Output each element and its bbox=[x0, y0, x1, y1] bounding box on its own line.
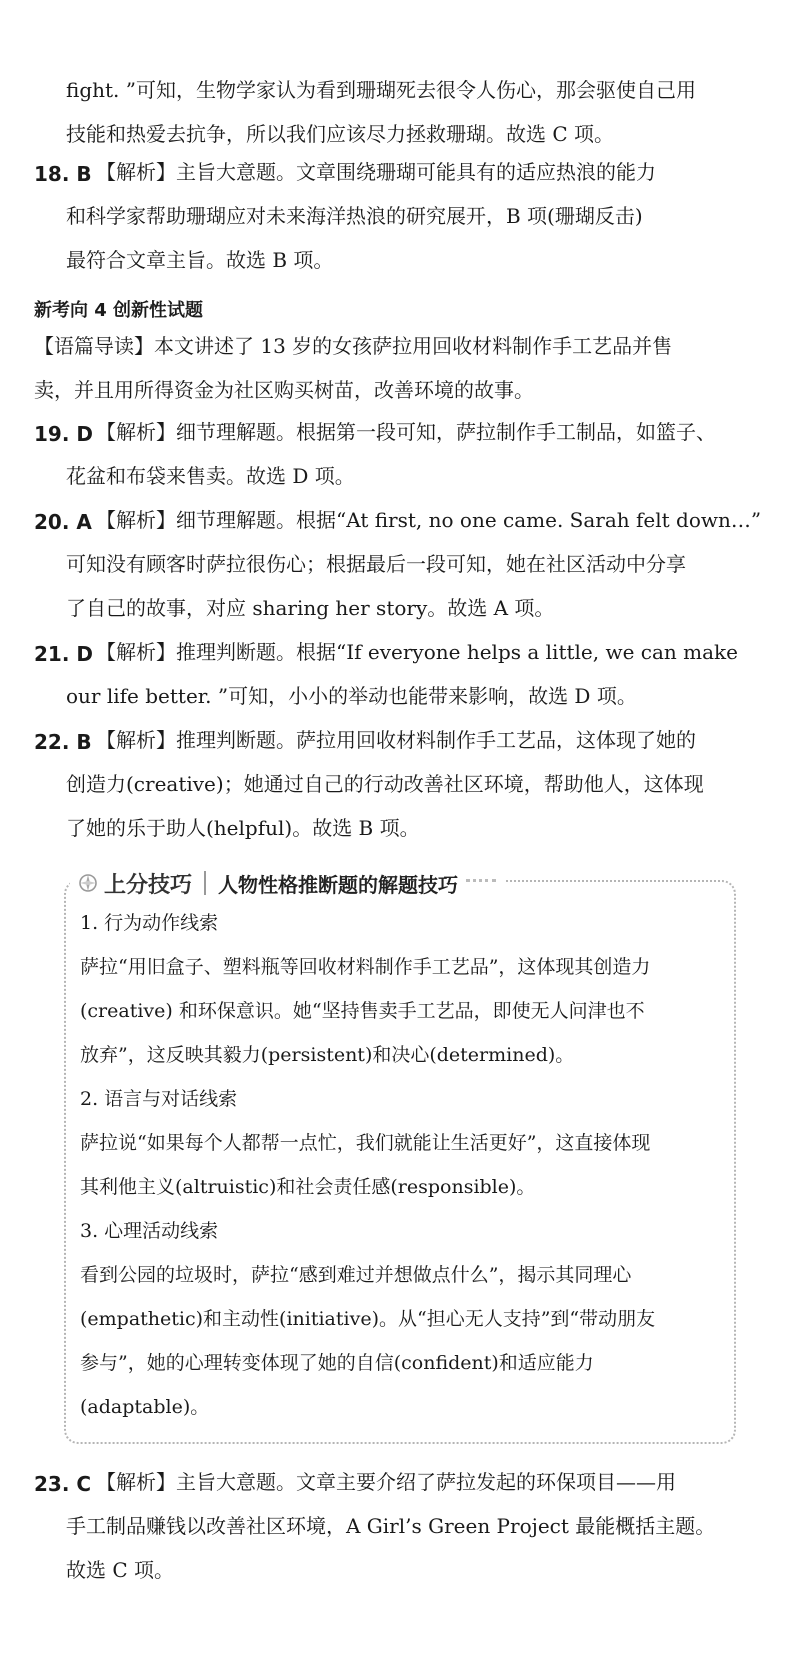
section-heading: 新考向 4 创新性试题 bbox=[34, 300, 204, 321]
decorative-dots bbox=[466, 879, 496, 888]
prev-answer-line: fight. ”可知，生物学家认为看到珊瑚死去很令人伤心，那会驱使自己用 bbox=[66, 78, 696, 102]
answer-19-line: 【解析】细节理解题。根据第一段可知，萨拉制作手工制品，如篮子、 bbox=[96, 420, 716, 444]
answer-22-line: 【解析】推理判断题。萨拉用回收材料制作手工艺品，这体现了她的 bbox=[96, 728, 696, 752]
tip-line: 萨拉说“如果每个人都帮一点忙，我们就能让生活更好”，这直接体现 bbox=[80, 1132, 651, 1154]
prev-answer-line: 技能和热爱去抗争，所以我们应该尽力拯救珊瑚。故选 C 项。 bbox=[66, 122, 615, 146]
answer-21-line: 【解析】推理判断题。根据“If everyone helps a little, we can make bbox=[96, 640, 738, 664]
tip-line: 放弃”，这反映其毅力(persistent)和决心(determined)。 bbox=[80, 1044, 575, 1066]
tip-line: (empathetic)和主动性(initiative)。从“担心无人支持”到“带动朋友 bbox=[80, 1308, 656, 1330]
answer-23-line: 手工制品赚钱以改善社区环境，A Girl’s Green Project 最能概括主题。 bbox=[66, 1514, 716, 1538]
answer-22-line: 了她的乐于助人(helpful)。故选 B 项。 bbox=[66, 816, 420, 840]
answer-23-line: 故选 C 项。 bbox=[66, 1558, 175, 1582]
answer-19-line: 花盆和布袋来售卖。故选 D 项。 bbox=[66, 464, 355, 488]
answer-number-19: 19. D bbox=[34, 422, 93, 446]
answer-18-line: 【解析】主旨大意题。文章围绕珊瑚可能具有的适应热浪的能力 bbox=[96, 160, 656, 184]
answer-21-line: our life better. ”可知，小小的举动也能带来影响，故选 D 项。 bbox=[66, 684, 637, 708]
tip-line: 1. 行为动作线索 bbox=[80, 912, 219, 934]
divider bbox=[204, 871, 206, 895]
tip-line: (creative) 和环保意识。她“坚持售卖手工艺品，即使无人问津也不 bbox=[80, 1000, 645, 1022]
answer-20-line: 【解析】细节理解题。根据“At first, no one came. Sarah felt down…” bbox=[96, 508, 762, 532]
tip-line: 看到公园的垃圾时，萨拉“感到难过并想做点什么”，揭示其同理心 bbox=[80, 1264, 632, 1286]
tip-line: 萨拉“用旧盒子、塑料瓶等回收材料制作手工艺品”，这体现其创造力 bbox=[80, 956, 651, 978]
reading-guide-line: 【语篇导读】本文讲述了 13 岁的女孩萨拉用回收材料制作手工艺品并售 bbox=[34, 334, 673, 358]
tip-line: 其利他主义(altruistic)和社会责任感(responsible)。 bbox=[80, 1176, 536, 1198]
compass-icon bbox=[78, 873, 98, 893]
answer-number-22: 22. B bbox=[34, 730, 92, 754]
answer-number-20: 20. A bbox=[34, 510, 92, 534]
tip-line: 2. 语言与对话线索 bbox=[80, 1088, 238, 1110]
answer-18-line: 最符合文章主旨。故选 B 项。 bbox=[66, 248, 334, 272]
answer-number-18: 18. B bbox=[34, 162, 92, 186]
answer-20-line: 了自己的故事，对应 sharing her story。故选 A 项。 bbox=[66, 596, 555, 620]
answer-number-23: 23. C bbox=[34, 1472, 92, 1496]
tip-title: 上分技巧 bbox=[104, 872, 193, 898]
reading-guide-line: 卖，并且用所得资金为社区购买树苗，改善环境的故事。 bbox=[34, 378, 534, 402]
answer-23-line: 【解析】主旨大意题。文章主要介绍了萨拉发起的环保项目——用 bbox=[96, 1470, 676, 1494]
tip-subtitle: 人物性格推断题的解题技巧 bbox=[218, 872, 459, 897]
tip-line: (adaptable)。 bbox=[80, 1396, 210, 1418]
tip-header bbox=[70, 868, 504, 898]
answer-20-line: 可知没有顾客时萨拉很伤心；根据最后一段可知，她在社区活动中分享 bbox=[66, 552, 686, 576]
answer-number-21: 21. D bbox=[34, 642, 93, 666]
answer-18-line: 和科学家帮助珊瑚应对未来海洋热浪的研究展开，B 项(珊瑚反击) bbox=[66, 204, 643, 228]
tip-line: 参与”，她的心理转变体现了她的自信(confident)和适应能力 bbox=[80, 1352, 594, 1374]
answer-22-line: 创造力(creative)；她通过自己的行动改善社区环境，帮助他人，这体现 bbox=[66, 772, 704, 796]
tip-line: 3. 心理活动线索 bbox=[80, 1220, 219, 1242]
